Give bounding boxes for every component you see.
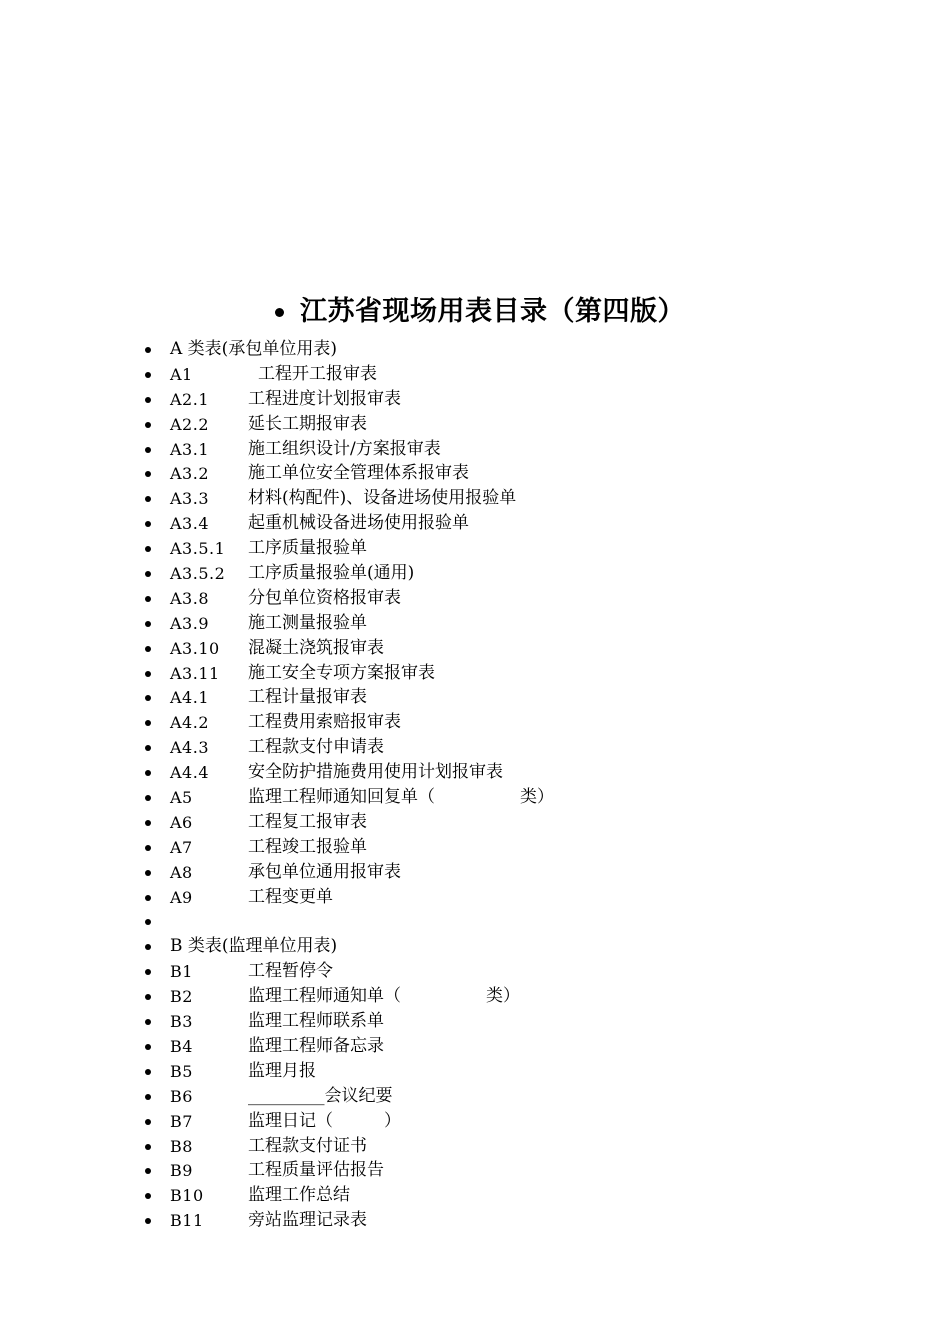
bullet-icon	[145, 795, 151, 801]
bullet-icon	[145, 720, 151, 726]
bullet-icon	[145, 397, 151, 403]
form-name: 安全防护措施费用使用计划报审表	[248, 762, 503, 783]
form-code: A7	[170, 837, 193, 857]
bullet-icon	[145, 1218, 151, 1224]
form-name: 施工安全专项方案报审表	[248, 662, 435, 683]
section-heading: A 类表(承包单位用表)	[170, 339, 337, 359]
form-code: A3.3	[170, 489, 209, 509]
form-name: 分包单位资格报审表	[248, 587, 401, 608]
form-name: 工程款支付证书	[248, 1135, 367, 1156]
bullet-icon	[145, 695, 151, 701]
form-name: 工程进度计划报审表	[248, 388, 401, 409]
bullet-icon	[145, 1168, 151, 1174]
form-code: A3.5.2	[170, 564, 226, 584]
bullet-icon	[145, 944, 151, 950]
bullet-icon	[145, 1193, 151, 1199]
form-name: 承包单位通用报审表	[248, 861, 401, 882]
bullet-icon	[145, 347, 151, 353]
form-code: B4	[170, 1036, 193, 1056]
form-name: 工程款支付申请表	[248, 737, 384, 758]
bullet-icon	[145, 596, 151, 602]
bullet-icon	[145, 845, 151, 851]
form-code: A4.1	[170, 688, 209, 708]
bullet-icon	[145, 521, 151, 527]
form-name: 监理工程师通知回复单（ 类）	[248, 787, 554, 808]
bullet-icon	[145, 1144, 151, 1150]
form-code: A2.1	[170, 389, 209, 409]
bullet-icon	[145, 820, 151, 826]
form-name: 起重机械设备进场使用报验单	[248, 513, 469, 534]
form-code: A5	[170, 788, 193, 808]
bullet-icon	[145, 621, 151, 627]
bullet-icon	[145, 571, 151, 577]
form-name: 工程开工报审表	[258, 363, 377, 384]
form-name: 监理工程师联系单	[248, 1011, 384, 1032]
bullet-icon	[145, 372, 151, 378]
bullet-icon	[145, 447, 151, 453]
form-code: B5	[170, 1061, 193, 1081]
bullet-icon	[145, 1044, 151, 1050]
bullet-icon	[145, 1119, 151, 1125]
form-name: 监理工程师通知单（ 类）	[248, 986, 520, 1007]
form-name: 旁站监理记录表	[248, 1210, 367, 1231]
form-name: 工程费用索赔报审表	[248, 712, 401, 733]
form-code: A1	[170, 364, 193, 384]
form-name: 混凝土浇筑报审表	[248, 637, 384, 658]
form-code: A3.8	[170, 588, 209, 608]
form-code: B11	[170, 1211, 204, 1231]
bullet-icon	[145, 870, 151, 876]
form-code: B3	[170, 1012, 193, 1032]
form-name: 监理工程师备忘录	[248, 1035, 384, 1056]
form-name: 施工组织设计/方案报审表	[248, 438, 441, 459]
form-code: A3.5.1	[170, 539, 226, 559]
form-code: B7	[170, 1111, 193, 1131]
form-code: B9	[170, 1161, 193, 1181]
bullet-icon	[145, 919, 151, 925]
form-code: B2	[170, 987, 193, 1007]
bullet-icon	[145, 1094, 151, 1100]
form-name: 工程暂停令	[248, 961, 333, 982]
form-code: A3.9	[170, 613, 209, 633]
form-code: A4.4	[170, 763, 209, 783]
bullet-icon	[145, 745, 151, 751]
bullet-icon	[145, 646, 151, 652]
form-name: 施工单位安全管理体系报审表	[248, 463, 469, 484]
bullet-icon	[275, 308, 284, 317]
form-code: A3.4	[170, 514, 209, 534]
form-code: A8	[170, 862, 193, 882]
form-code: A2.2	[170, 414, 209, 434]
form-name: 工程质量评估报告	[248, 1160, 384, 1181]
form-name: 监理日记（ ）	[248, 1110, 401, 1131]
bullet-icon	[145, 1069, 151, 1075]
bullet-icon	[145, 471, 151, 477]
form-code: B6	[170, 1086, 193, 1106]
form-code: B8	[170, 1136, 193, 1156]
bullet-icon	[145, 994, 151, 1000]
section-heading: B 类表(监理单位用表)	[170, 936, 338, 957]
form-code: A3.1	[170, 439, 209, 459]
form-code: A3.10	[170, 638, 220, 658]
form-name: 延长工期报审表	[248, 413, 367, 434]
bullet-icon	[145, 895, 151, 901]
bullet-icon	[145, 422, 151, 428]
document-title: 江苏省现场用表目录（第四版）	[300, 296, 685, 327]
form-name: 工序质量报验单(通用)	[248, 563, 415, 584]
form-code: A3.2	[170, 464, 209, 484]
bullet-icon	[145, 496, 151, 502]
bullet-icon	[145, 770, 151, 776]
form-name: _________会议纪要	[248, 1085, 393, 1106]
bullet-icon	[145, 671, 151, 677]
bullet-icon	[145, 546, 151, 552]
form-code: A6	[170, 812, 193, 832]
form-name: 工序质量报验单	[248, 538, 367, 559]
form-code: B1	[170, 962, 193, 982]
form-name: 监理工作总结	[248, 1185, 350, 1206]
bullet-icon	[145, 969, 151, 975]
document-title-row	[0, 292, 950, 332]
form-name: 材料(构配件)、设备进场使用报验单	[248, 488, 517, 509]
form-code: A4.2	[170, 713, 209, 733]
bullet-icon	[145, 1019, 151, 1025]
form-name: 施工测量报验单	[248, 612, 367, 633]
form-name: 工程复工报审表	[248, 811, 367, 832]
form-name: 工程计量报审表	[248, 687, 367, 708]
form-code: B10	[170, 1186, 204, 1206]
form-name: 工程竣工报验单	[248, 836, 367, 857]
form-code: A3.11	[170, 663, 220, 683]
form-name: 监理月报	[248, 1060, 316, 1081]
form-name: 工程变更单	[248, 886, 333, 907]
form-code: A9	[170, 887, 193, 907]
form-code: A4.3	[170, 738, 209, 758]
